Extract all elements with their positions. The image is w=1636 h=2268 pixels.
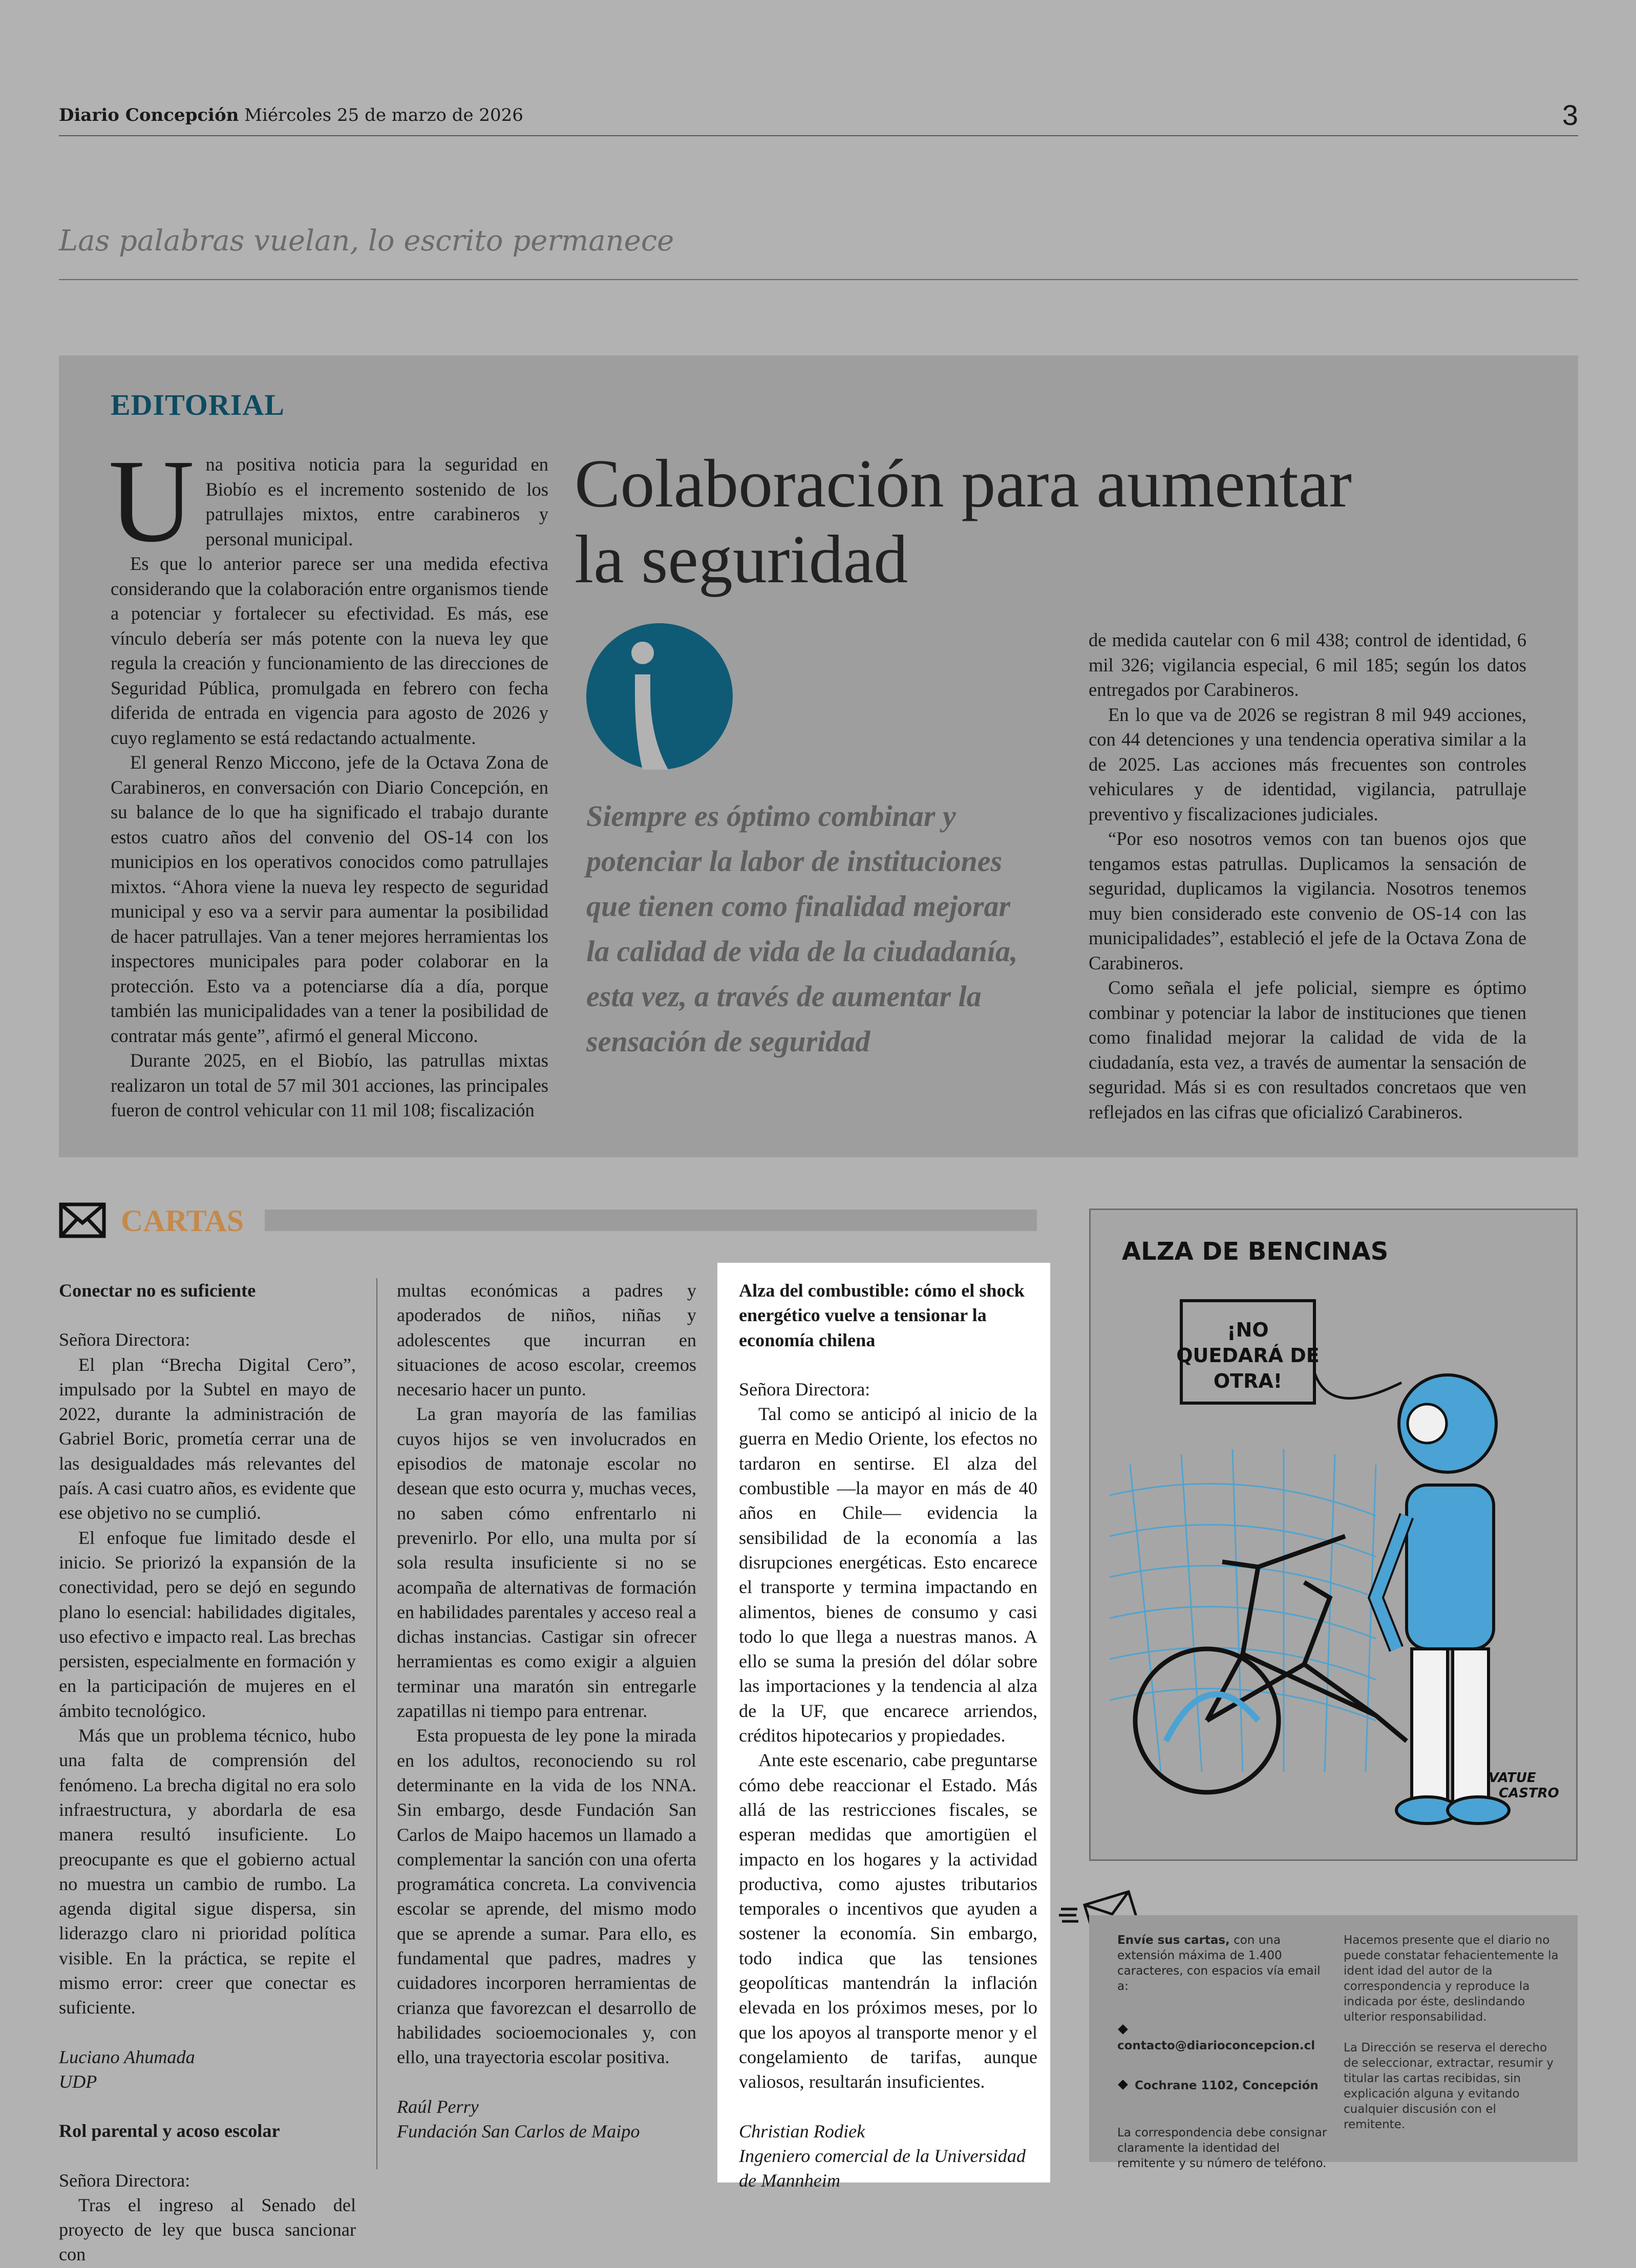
letter-salutation: Señora Directora: xyxy=(739,1379,870,1400)
letter-affiliation: Ingeniero comercial de la Universidad de Mannheim xyxy=(739,2145,1026,2191)
letter-affiliation: Fundación San Carlos de Maipo xyxy=(397,2121,640,2142)
editorial-paragraph: Durante 2025, en el Biobío, las patrullas mixtas realizaron un total de 57 mil 301 acciones, las principales fueron de control vehicular con 11 mil 108; fiscalización xyxy=(111,1050,548,1120)
letter-paragraph: multas económicas a padres y apoderados de niños, niñas y adolescentes que incurran en situaciones de acoso escolar, creemos necesario hacer un punto. xyxy=(397,1280,696,1400)
letter-paragraph: El plan “Brecha Digital Cero”, impulsado por la Subtel en mayo de 2022, durante la administración de Gabriel Boric, prometía cerrar una de las desigualdades más relevantes del país. A casi cuatro años, es evidente que ese objetivo no se cumplió. xyxy=(59,1354,356,1523)
editorial-paragraph: de medida cautelar con 6 mil 438; control de identidad, 6 mil 326; vigilancia especial, 6 mil 185; según los datos entregados por Carabineros. xyxy=(1089,629,1526,700)
cartoon-title: ALZA DE BENCINAS xyxy=(1122,1237,1389,1266)
letters-column-3 xyxy=(739,1278,1037,2193)
cartoon-signature-line2: CASTRO xyxy=(1499,1786,1559,1801)
letter-salutation: Señora Directora: xyxy=(59,1329,190,1350)
envelope-icon xyxy=(59,1202,106,1238)
info-note-right-1: Hacemos presente que el diario no puede constatar fehacientemente la ident idad del autor de la correspondencia y reproduce la indicada por éste, deslindando ulterior responsabilidad. xyxy=(1344,1934,1559,2024)
letter-affiliation: UDP xyxy=(59,2071,97,2092)
send-instructions: Envíe sus cartas, con una extensión máxima de 1.400 caracteres, con espacios vía email a: xyxy=(1117,1934,1321,1993)
letter-title: Alza del combustible: cómo el shock energético vuelve a tensionar la economía chilena xyxy=(739,1280,1025,1350)
letters-column-2 xyxy=(397,1278,696,2144)
header-rule xyxy=(59,135,1578,136)
editorial-info-icon xyxy=(586,623,733,770)
cartoon-speech-line1: ¡NO xyxy=(1227,1319,1269,1341)
info-note-right-2: La Dirección se reserva el derecho de seleccionar, extractar, resumir y titular las cartas recibidas, sin explicación alguna y evitando cualquier discusión con el remitente. xyxy=(1344,2041,1554,2131)
editorial-column-3 xyxy=(1089,628,1526,1125)
letters-column-1 xyxy=(59,1278,356,2267)
cartas-label: CARTAS xyxy=(121,1204,244,1238)
letter-salutation: Señora Directora: xyxy=(59,2170,190,2191)
letter-author: Raúl Perry xyxy=(397,2096,479,2117)
editorial-paragraph: El general Renzo Miccono, jefe de la Octava Zona de Carabineros, en conversación con Diario Concepción, en su balance de lo que ha significado el trabajo durante estos cuatro años del convenio del OS-14 con los municipios en los operativos conocidos como patrullajes mixtos. “Ahora viene la nueva ley respecto de seguridad municipal y eso va a servir para aumentar la posibilidad de hacer patrullajes. Van a tener mejores herramientas los inspectores municipales para poder colaborar en la protección. Esto va a potenciarse día a día, porque también las municipalidades van a tener la posibilidad de contratar más gente”, afirmó el general Miccono. xyxy=(111,752,548,1046)
editorial-paragraph: En lo que va de 2026 se registran 8 mil 949 acciones, con 44 detenciones y una tendencia operativa similar a la de 2025. Las acciones más frecuentes son controles vehiculares y de identidad, vigilancia, patrullaje preventivo y fiscalizaciones judiciales. xyxy=(1089,704,1526,824)
letter-title: Rol parental y acoso escolar xyxy=(59,2121,280,2142)
letter-author: Christian Rodiek xyxy=(739,2121,865,2142)
editorial-label: EDITORIAL xyxy=(111,388,285,421)
info-left-column xyxy=(1117,1933,1332,2171)
column-rule xyxy=(376,1278,377,2169)
letter-paragraph: Esta propuesta de ley pone la mirada en los adultos, reconociendo su rol determinante en la vida de los NNA. Sin embargo, desde Fundación San Carlos de Maipo hacemos un llamado a complementar la sanción con una oferta programática concreta. La convivencia escolar se aprende, del mismo modo que se aprende a sumar. Para ello, es fundamental que padres, madres y cuidadores incorporen herramientas de crianza que favorezcan el desarrollo de habilidades socioemocionales y, con ello, una trayectoria escolar positiva. xyxy=(397,1725,696,2068)
info-right-column xyxy=(1344,1933,1559,2132)
drop-cap: U xyxy=(109,435,195,567)
cartoon-illustration xyxy=(1089,1209,1578,1861)
masthead xyxy=(59,105,523,125)
letter-paragraph: Tal como se anticipó al inicio de la guerra en Medio Oriente, los efectos no tardaron en sentirse. El alza del combustible —la mayor en más de 40 años en Chile— evidencia la sensibilidad de la economía a las disrupciones energéticas. Esto encarece el transporte y termina impactando en alimentos, bienes de consumo y casi todo lo que llega a nuestras manos. A ello se suma la presión del dólar sobre las importaciones y la tendencia al alza de la UF, que encarece arriendos, créditos hipotecarios y propiedades. xyxy=(739,1404,1037,1746)
editorial-paragraph: “Por eso nosotros vemos con tan buenos ojos que tengamos estas patrullas. Duplicamos la sensación de seguridad, duplicamos la vigilancia. Nosotros tenemos muy bien considerado este convenio de OS-14 con las municipalidades”, estableció el jefe de la Octava Zona de Carabineros. xyxy=(1089,828,1526,973)
editorial-column-1 xyxy=(109,435,548,1123)
letter-title: Conectar no es suficiente xyxy=(59,1280,256,1301)
letter-paragraph: La gran mayoría de las familias cuyos hijos se ven involucrados en episodios de matonaje escolar no desean que esto ocurra y, muchas veces, no saben cómo enfrentarlo ni prevenirlo. Por ello, una multa por sí sola resulta insuficiente si no se acompaña de alternativas de formación en habilidades parentales y acceso real a dichas instancias. Castigar sin ofrecer herramientas es como exigir a alguien terminar una maratón sin entregarle zapatillas ni tiempo para entrenar. xyxy=(397,1404,696,1722)
boy-figure xyxy=(1376,1375,1509,1824)
info-note-left: La correspondencia debe consignar claramente la identidad del remitente y su número de teléfono. xyxy=(1117,2126,1327,2170)
page-number: 3 xyxy=(1562,99,1578,131)
contact-email[interactable]: contacto@diarioconcepcion.cl xyxy=(1117,2023,1332,2053)
section-motto: Las palabras vuelan, lo escrito permanece xyxy=(59,224,674,258)
cartoon-signature-line1: VATUE xyxy=(1489,1770,1536,1786)
editorial-headline: Colaboración para aumentar la seguridad xyxy=(575,446,1352,597)
letter-paragraph: Ante este escenario, cabe preguntarse cómo debe reaccionar el Estado. Más allá de las restricciones fiscales, se esperan medidas que amortigüen el impacto en los hogares y la actividad productiva, como ajustes tributarios temporales o incentivos que ayuden a sostener la economía. Sin embargo, todo indica que las tensiones geopolíticas mantendrán la inflación elevada en los próximos meses, por lo que los apoyos al transporte menor y el congelamiento de tarifas, aunque valiosos, resultarán insuficientes. xyxy=(739,1750,1037,2092)
letter-paragraph: Más que un problema técnico, hubo una falta de comprensión del fenómeno. La brecha digital no era solo infraestructura, y abordarla de esa manera resultó insuficiente. Lo preocupante es que el gobierno actual no muestra un cambio de rumbo. La agenda digital sigue dispersa, sin liderazgo claro ni prioridad política visible. En la práctica, se repite el mismo error: creer que conectar es suficiente. xyxy=(59,1725,356,2018)
letter-paragraph: El enfoque fue limitado desde el inicio. Se priorizó la expansión de la conectividad, pero se dejó en segundo plano lo esencial: habilidades digitales, uso efectivo e impacto real. Las brechas persisten, especialmente en formación y en la participación de mujeres en el ámbito tecnológico. xyxy=(59,1527,356,1721)
letter-author: Luciano Ahumada xyxy=(59,2046,195,2067)
editorial-paragraph: Una positiva noticia para la seguridad en Biobío es el incremento sostenido de los patrullajes mixtos, entre carabineros y personal municipal. xyxy=(109,435,548,567)
motto-rule xyxy=(59,279,1578,280)
cartoon-speech-line3: OTRA! xyxy=(1213,1370,1283,1392)
newspaper-name: Diario Concepción xyxy=(59,105,239,125)
editorial-paragraph: Como señala el jefe policial, siempre es óptimo combinar y potenciar la labor de instituciones que tienen como finalidad mejorar la calidad de vida de la ciudadanía, esta vez, a través de aumentar la sensación de seguridad. Más si es con resultados concretaos que ven reflejados en las cifras que oficializó Carabineros. xyxy=(1089,977,1526,1122)
cartas-divider-bar xyxy=(265,1210,1037,1231)
editorial-pull-quote: Siempre es óptimo combinar y potenciar la labor de instituciones que tienen como finalidad mejorar la calidad de vida de la ciudadanía, esta vez, a través de aumentar la sensación de seguridad xyxy=(586,799,1018,1058)
cartoon-speech-line2: QUEDARÁ DE xyxy=(1176,1344,1320,1367)
editorial-paragraph: Es que lo anterior parece ser una medida efectiva considerando que la colaboración entre organismos tiende a potenciar y fortalecer su efectividad. Es más, ese vínculo debería ser más potente con la nueva ley que regula la creación y funcionamiento de las direcciones de Seguridad Pública, promulgada en febrero con fecha diferida de entrada en vigencia para agosto de 2026 y cuyo reglamento se está redactando actualmente. xyxy=(111,553,548,748)
letter-paragraph: Tras el ingreso al Senado del proyecto de ley que busca sancionar con xyxy=(59,2194,356,2265)
issue-date: Miércoles 25 de marzo de 2026 xyxy=(244,105,523,125)
contact-address: Cochrane 1102, Concepción xyxy=(1117,2078,1332,2093)
